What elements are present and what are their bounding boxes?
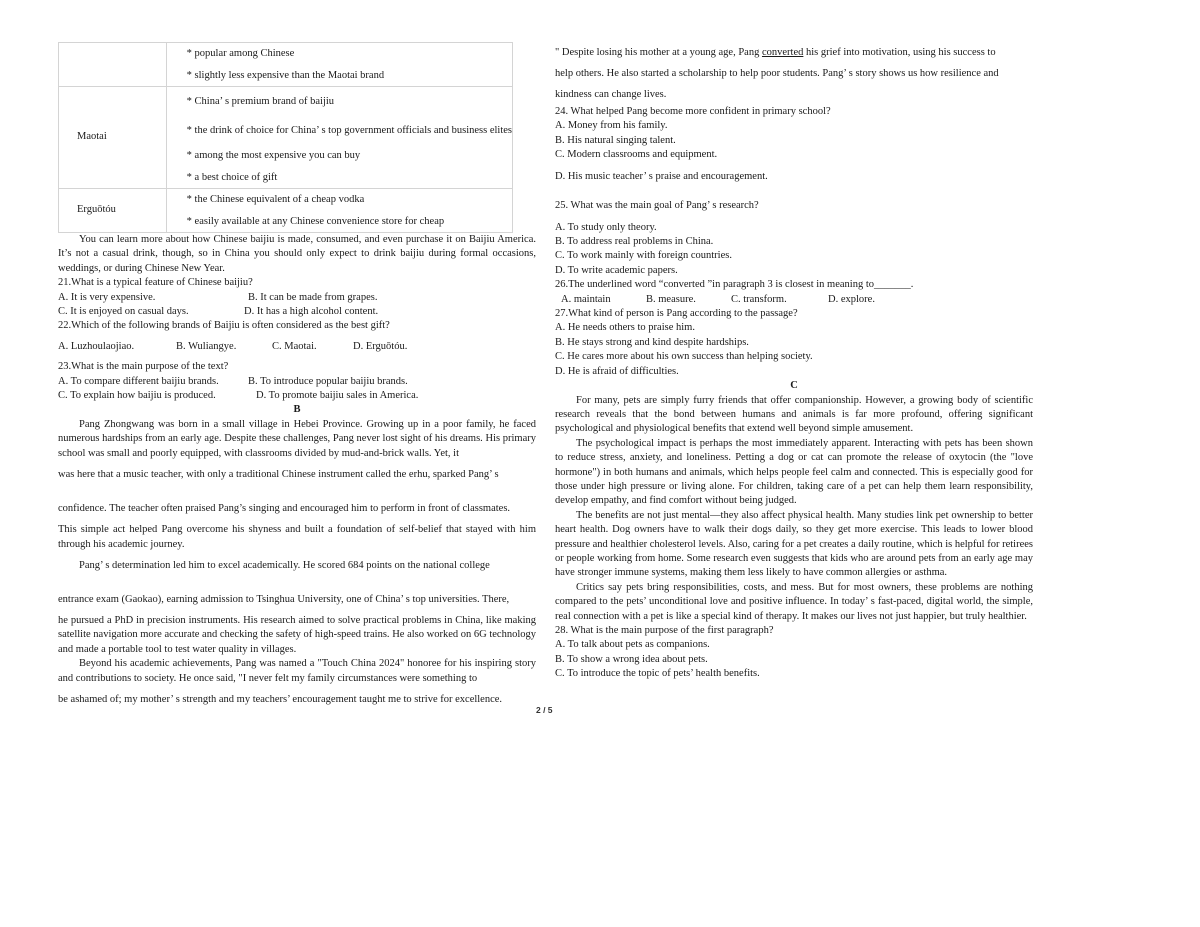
underlined-word: converted — [761, 47, 804, 58]
passage-b-quote-line: help others. He also started a scholarship to help poor students. Pang’ s story shows us how resilience and — [555, 68, 999, 79]
description-cell — [166, 87, 512, 189]
option-a: A. To talk about pets as companions. — [555, 639, 710, 651]
option-c: C. To work mainly with foreign countries. — [555, 250, 732, 262]
section-c-heading: C — [790, 380, 798, 392]
right-column — [555, 43, 1033, 682]
question-28: 28. What is the main purpose of the first paragraph? — [555, 625, 774, 636]
table-row — [59, 87, 513, 189]
option-c: C. To explain how baijiu is produced. — [58, 390, 216, 402]
section-b-heading: B — [293, 404, 301, 416]
option-a: A. Luzhoulaojiao. — [58, 340, 135, 352]
option-d: D. explore. — [828, 293, 875, 305]
option-b: B. His natural singing talent. — [555, 134, 676, 146]
question-26-options — [555, 293, 1033, 307]
option-b: B. Wuliangye. — [176, 340, 237, 352]
option-d: D. It has a high alcohol content. — [244, 306, 379, 318]
passage-c-paragraph-1: For many, pets are simply furry friends that offer companionship. However, a growing body of scientific research reveals that the bond between humans and animals is far more profound, offering significant psychological and physiological benefits that extend well beyond simple amusement. — [555, 394, 1033, 435]
option-c: C. He cares more about his own success than helping society. — [555, 351, 813, 363]
question-21-options — [58, 305, 536, 319]
table-item: * slightly less expensive than the Maotai brand — [186, 69, 385, 81]
option-c: C. To introduce the topic of pets’ health benefits. — [555, 668, 760, 680]
option-c: C. Maotai. — [272, 340, 317, 352]
passage-b-paragraph-2: Pang’ s determination led him to excel academically. He scored 684 points on the national college — [79, 559, 490, 571]
question-23-options — [58, 375, 536, 389]
baijiu-brand-table — [58, 42, 513, 233]
table-item: * among the most expensive you can buy — [186, 150, 361, 161]
option-d: D. Erguōtóu. — [353, 340, 408, 352]
question-21: 21.What is a typical feature of Chinese baijiu? — [58, 277, 253, 289]
description-cell — [166, 189, 512, 233]
quote-text: his grief into motivation, using his success to — [803, 47, 996, 58]
option-a: A. He needs others to praise him. — [555, 322, 695, 334]
passage-b-paragraph-1-line: was here that a music teacher, with only a traditional Chinese instrument called the erhu, sparked Pang’ s — [58, 469, 499, 481]
intro-paragraph: You can learn more about how Chinese baijiu is made, consumed, and even purchase it on Baijiu America. It’s not a casual drink, though, so in China you should only expect to drink baijiu during formal occasions, weddings, or during Chinese New Year. — [58, 234, 536, 274]
option-a: A. To study only theory. — [555, 221, 657, 233]
option-d: D. His music teacher’ s praise and encouragement. — [555, 170, 768, 182]
question-21-options — [58, 291, 536, 305]
option-c: C. Modern classrooms and equipment. — [555, 149, 718, 161]
passage-b-quote — [555, 43, 1033, 63]
question-27: 27.What kind of person is Pang according to the passage? — [555, 308, 798, 320]
question-22-options — [58, 340, 536, 354]
option-a: A. Money from his family. — [555, 120, 668, 132]
passage-b-paragraph-1-line: confidence. The teacher often praised Pang’s singing and encouraged him to perform in front of classmates. — [58, 503, 511, 515]
option-d: D. To promote baijiu sales in America. — [256, 390, 419, 402]
table-item: * the drink of choice for China’ s top government officials and business elites — [186, 125, 512, 136]
passage-b-quote-line: kindness can change lives. — [555, 89, 667, 100]
option-c: C. It is enjoyed on casual days. — [58, 306, 189, 318]
option-b: B. measure. — [646, 293, 696, 305]
table-item: * a best choice of gift — [186, 171, 278, 183]
option-b: B. To introduce popular baijiu brands. — [248, 375, 408, 387]
option-b: B. To show a wrong idea about pets. — [555, 653, 708, 665]
passage-b-paragraph-2-line: entrance exam (Gaokao), earning admission to Tsinghua University, one of China’ s top universities. There, — [58, 593, 510, 605]
option-a: A. maintain — [561, 293, 611, 305]
passage-b-paragraph-1-line: This simple act helped Pang overcome his shyness and built a foundation of self-belief that stayed with him through his academic journey. — [58, 524, 536, 550]
option-b: B. He stays strong and kind despite hardships. — [555, 336, 749, 348]
option-a: A. To compare different baijiu brands. — [58, 375, 219, 387]
passage-c-paragraph-3: The benefits are not just mental—they also affect physical health. Many studies link pet ownership to better heart health. Dog owners have to walk their dogs daily, so they get more exercise. This leads to lower blood pressure and healthier cholesterol levels. Also, caring for a pet creates a daily routine, which is helpful for retirees or people working from home. Some research even suggests that kids who are around pets from an early age may have stronger immune systems, making them less likely to have common allergies or asthma. — [555, 509, 1033, 579]
question-22: 22.Which of the following brands of Baijiu is often considered as the best gift? — [58, 320, 390, 332]
question-25: 25. What was the main goal of Pang’ s research? — [555, 199, 759, 211]
passage-c-paragraph-4: Critics say pets bring responsibilities, costs, and mess. But for most owners, these problems are nothing compared to the pets’ unconditional love and positive influence. In today’ s fast-paced, digital world, the simple, real connection with a pet is like a special kind of therapy. It makes our lives not just happier, but truly healthier. — [555, 581, 1033, 622]
brand-cell: Maotai — [59, 87, 167, 189]
table-item: * the Chinese equivalent of a cheap vodka — [186, 194, 365, 205]
table-item: * China’ s premium brand of baijiu — [186, 96, 335, 107]
passage-b-paragraph-1: Pang Zhongwang was born in a small village in Hebei Province. Growing up in a poor family, he faced numerous hardships from an early age. Despite these challenges, Pang never lost sight of his dreams. His primary school was small and poorly equipped, with classrooms divided by mud-and-brick walls. Yet, it — [58, 418, 536, 459]
option-c: C. transform. — [731, 293, 787, 305]
option-a: A. It is very expensive. — [58, 291, 156, 303]
question-23: 23.What is the main purpose of the text? — [58, 361, 229, 373]
table-row — [59, 43, 513, 87]
description-cell — [166, 43, 512, 87]
passage-b-paragraph-2-line: he pursued a PhD in precision instruments. His research aimed to solve practical problems in China, like making satellite navigation more accurate and checking the safety of high-speed trains. He also worked on 6G technology and made a portable tool to test water quality in villages. — [58, 614, 536, 655]
passage-c-paragraph-2: The psychological impact is perhaps the most immediately apparent. Interacting with pets has been shown to reduce stress, anxiety, and loneliness. Petting a dog or cat can promote the release of oxytocin (the "love hormone") in both humans and animals, which helps people feel calm and connected. This is especially good for those under high pressure or living alone. For children, taking care of a pet can help them learn responsibility, develop empathy, and find comfort without being judged. — [555, 437, 1033, 507]
page-number: 2 / 5 — [536, 705, 553, 715]
quote-text: " Despite losing his mother at a young age, Pang — [555, 47, 762, 58]
option-d: D. He is afraid of difficulties. — [555, 365, 679, 377]
question-26: 26.The underlined word “converted ”in paragraph 3 is closest in meaning to_______. — [555, 279, 914, 291]
option-b: B. It can be made from grapes. — [248, 291, 378, 303]
question-24: 24. What helped Pang become more confident in primary school? — [555, 106, 831, 117]
passage-b-paragraph-3-line: be ashamed of; my mother’ s strength and my teachers’ encouragement taught me to strive for excellence. — [58, 693, 503, 705]
table-row — [59, 189, 513, 233]
option-d: D. To write academic papers. — [555, 264, 678, 276]
table-item: * popular among Chinese — [186, 48, 295, 59]
table-item: * easily available at any Chinese convenience store for cheap — [186, 215, 445, 227]
option-b: B. To address real problems in China. — [555, 236, 714, 248]
brand-cell: Erguōtóu — [59, 189, 167, 233]
question-23-options — [58, 389, 536, 403]
passage-b-paragraph-3: Beyond his academic achievements, Pang was named a "Touch China 2024" honoree for his inspiring story and contributions to society. He once said, "I never felt my family circumstances were something to — [58, 658, 536, 684]
left-column — [58, 42, 536, 714]
brand-cell — [59, 43, 167, 87]
